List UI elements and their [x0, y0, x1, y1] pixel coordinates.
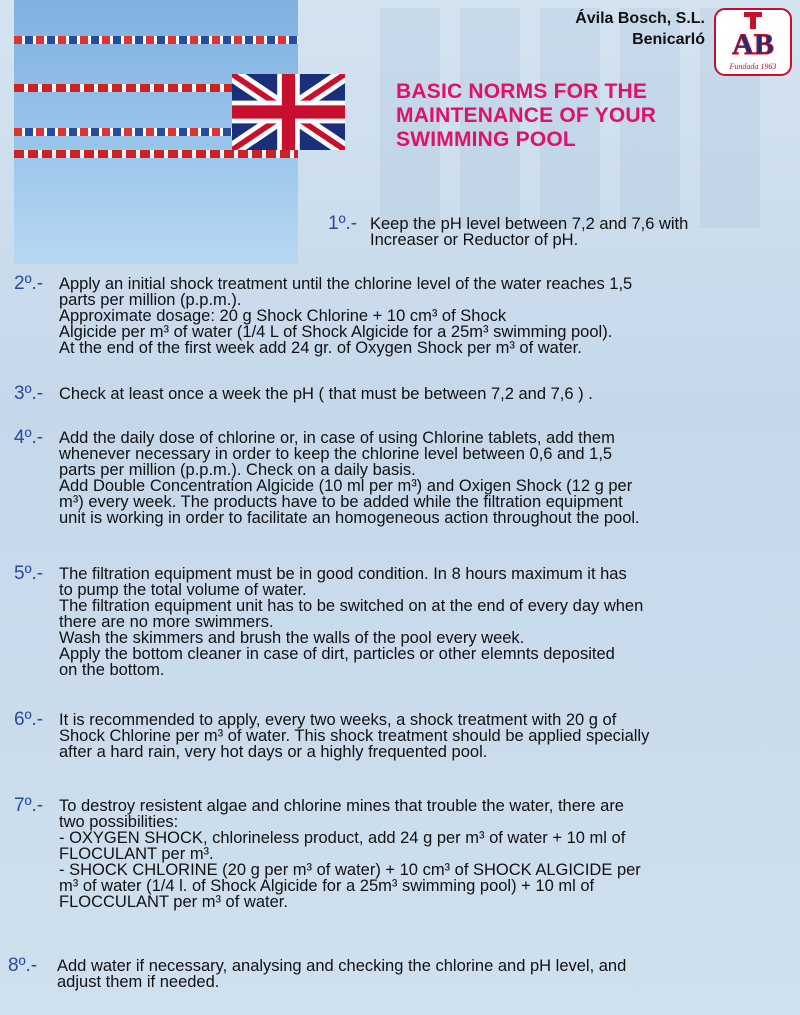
norm-line: Increaser or Reductor of pH.: [370, 231, 579, 249]
norm-text: [59, 430, 640, 526]
norm-line: Apply the bottom cleaner in case of dirt, particles or other elemnts deposited: [59, 645, 615, 663]
norm-number: 7º.-: [14, 795, 44, 816]
company-logo-icon: [714, 8, 792, 76]
norm-number: 5º.-: [14, 563, 44, 584]
norm-line: It is recommended to apply, every two weeks, a shock treatment with 20 g of: [59, 711, 617, 729]
norm-number: 2º.-: [14, 273, 44, 294]
union-jack-flag-icon: [232, 74, 345, 150]
company-city: Benicarló: [632, 31, 705, 48]
norm-text: [370, 216, 688, 248]
norm-line: m³) every week. The products have to be added while the filtration equipment: [59, 493, 623, 511]
norm-line: Shock Chlorine per m³ of water. This shock treatment should be applied specially: [59, 727, 650, 745]
norm-text: [59, 712, 649, 760]
norm-line: Check at least once a week the pH ( that must be between 7,2 and 7,6 ) .: [59, 385, 593, 403]
norm-line: unit is working in order to facilitate an homogeneous action throughout the pool.: [59, 509, 640, 527]
norm-line: adjust them if needed.: [57, 973, 220, 991]
norm-line: there are no more swimmers.: [59, 613, 274, 631]
norm-number: 1º.-: [328, 213, 358, 234]
norm-line: FLOCCULANT per m³ of water.: [59, 893, 288, 911]
norm-line: - OXYGEN SHOCK, chlorineless product, add 24 g per m³ of water + 10 ml of: [59, 829, 626, 847]
norm-line: parts per million (p.p.m.).: [59, 291, 242, 309]
norm-line: To destroy resistent algae and chlorine mines that trouble the water, there are: [59, 797, 624, 815]
lane-rope: [14, 150, 298, 158]
norm-line: - SHOCK CHLORINE (20 g per m³ of water) + 10 cm³ of SHOCK ALGICIDE per: [59, 861, 641, 879]
norm-line: parts per million (p.p.m.). Check on a daily basis.: [59, 461, 416, 479]
norm-line: Keep the pH level between 7,2 and 7,6 with: [370, 215, 689, 233]
company-name: Ávila Bosch, S.L.: [575, 10, 705, 27]
logo-founded: Fundada 1963: [729, 62, 777, 71]
norm-text: [59, 566, 643, 678]
company-info: [575, 8, 705, 50]
logo-letters: AB: [732, 28, 774, 61]
norm-line: Algicide per m³ of water (1/4 L of Shock Algicide for a 25m³ swimming pool).: [59, 323, 613, 341]
norm-text: [57, 958, 626, 990]
norm-number: 8º.-: [8, 955, 38, 976]
norm-line: Add the daily dose of chlorine or, in case of using Chlorine tablets, add them: [59, 429, 615, 447]
norm-number: 6º.-: [14, 709, 44, 730]
norm-line: Add Double Concentration Algicide (10 ml per m³) and Oxigen Shock (12 g per: [59, 477, 633, 495]
norm-line: Apply an initial shock treatment until the chlorine level of the water reaches 1,5: [59, 275, 633, 293]
norm-line: Wash the skimmers and brush the walls of the pool every week.: [59, 629, 525, 647]
norm-text: [59, 798, 641, 910]
norm-line: Approximate dosage: 20 g Shock Chlorine + 10 cm³ of Shock: [59, 307, 507, 325]
title-line: SWIMMING POOL: [396, 128, 576, 151]
title-line: BASIC NORMS FOR THE: [396, 80, 648, 103]
norm-number: 3º.-: [14, 383, 44, 404]
norm-text: [59, 276, 632, 356]
norm-line: At the end of the first week add 24 gr. of Oxygen Shock per m³ of water.: [59, 339, 582, 357]
norm-line: FLOCULANT per m³.: [59, 845, 214, 863]
norm-number: 4º.-: [14, 427, 44, 448]
norm-line: The filtration equipment unit has to be switched on at the end of every day when: [59, 597, 644, 615]
norm-line: on the bottom.: [59, 661, 165, 679]
norm-line: whenever necessary in order to keep the chlorine level between 0,6 and 1,5: [59, 445, 613, 463]
norm-line: to pump the total volume of water.: [59, 581, 307, 599]
lane-rope: [14, 36, 298, 44]
norm-line: The filtration equipment must be in good condition. In 8 hours maximum it has: [59, 565, 627, 583]
norm-line: m³ of water (1/4 l. of Shock Algicide for a 25m³ swimming pool) + 10 ml of: [59, 877, 595, 895]
norm-line: after a hard rain, very hot days or a highly frequented pool.: [59, 743, 488, 761]
title-line: MAINTENANCE OF YOUR: [396, 104, 657, 127]
norm-line: two possibilities:: [59, 813, 179, 831]
norm-line: Add water if necessary, analysing and checking the chlorine and pH level, and: [57, 957, 627, 975]
norm-text: [59, 386, 593, 402]
document-title: [396, 80, 736, 152]
